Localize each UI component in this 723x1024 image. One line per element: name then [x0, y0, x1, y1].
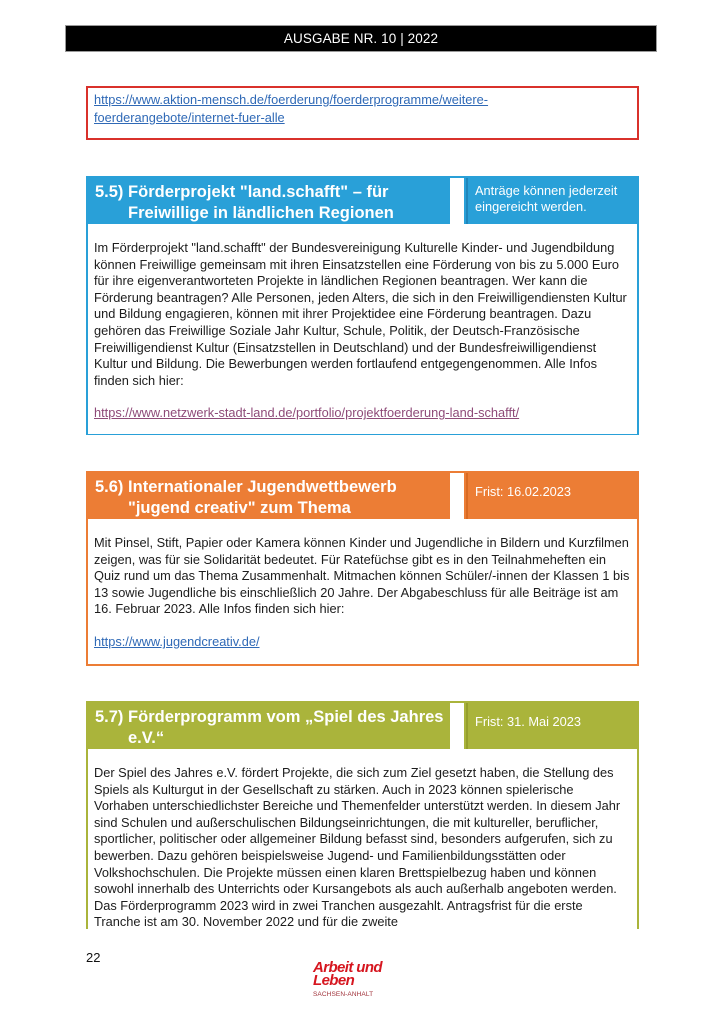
section-number: 5.5) — [95, 183, 124, 201]
section-deadline-note: Frist: 31. Mai 2023 — [475, 714, 581, 729]
section-number: 5.7) — [95, 708, 124, 726]
section-body — [88, 519, 637, 663]
section-body — [88, 224, 637, 434]
logo-line2: Leben — [313, 972, 355, 989]
header-separator — [450, 703, 464, 749]
section-description: Der Spiel des Jahres e.V. fördert Projekte, die sich zum Ziel gesetzt haben, die Stellung des Spiels als Kulturgut in der Gesellschaft zu stärken. Auch in 2023 können spielerische Vorhaben unterschiedlichster Bereiche und Themenfelder unterstützt werden. In diesem Jahr sind Schulen und außerschulischen Bildungseinrichtungen, die mit kultureller, beruflicher, sportlicher, politischer oder allgemeiner Bildung befasst sind, besonders aufgerufen, sich zu bewerben. Dazu gehören beispielsweise Jugend- und Familienbildungsstätten oder Volkshochschulen. Die Projekte müssen einen klaren Brettspielbezug haben und können sowohl innerhalb des Unterrichts oder Kursangebots als auch außerhalb angeboten werden. Das Förderprogramm 2023 wird in zwei Tranchen ausgezahlt. Antragsfrist für die erste Tranche ist am 30. November 2022 und für die zweite — [94, 765, 621, 930]
section-title-line2: e.V.“ — [128, 729, 165, 747]
section-title-line1: Förderprojekt "land.schafft" – für — [128, 183, 389, 201]
section-deadline-note: Anträge können jederzeit eingereicht werden. — [475, 183, 618, 214]
page-number: 22 — [86, 950, 101, 965]
section-header — [88, 473, 637, 538]
section-5-6-jugend-creativ — [86, 471, 639, 666]
section-title-line2: "jugend creativ" zum Thema „Solidarität“ — [128, 499, 351, 538]
section-description: Im Förderprojekt "land.schafft" der Bundesvereinigung Kulturelle Kinder- und Jugendbildung können Freiwillige gemeinsam mit ihren Einsatzstellen eine Förderung von bis zu 5.000 Euro für ihre eigenverantworteten Projekte in ländlichen Regionen beantragen. Wer kann die Förderung beantragen? Alle Personen, jeden Alters, die sich in den Freiwilligendiensten Kultur und Bildung engagieren, können mit ihrer Projektidee eine Förderung beantragen. Dazu gehören das Freiwillige Soziale Jahr Kultur, Schule, Politik, der Deutsch-Französische Freiwilligendienst Kultur (Einsatzstellen in Deutschland) und der Bundesfreiwilligendienst Kultur und Bildung. Die Bewerbungen werden fortlaufend entgegengenommen. Alle Infos finden sich hier: — [94, 240, 627, 388]
section-header — [88, 178, 637, 224]
section-title — [88, 473, 450, 538]
link-text-line2: foerderangebote/internet-fuer-alle — [94, 110, 285, 125]
arbeit-und-leben-logo — [313, 961, 382, 998]
section-title-line1: Förderprogramm vom „Spiel des Jahres — [128, 708, 444, 726]
section-body — [88, 749, 637, 943]
section-number: 5.6) — [95, 478, 124, 496]
section-title-line2: Freiwillige in ländlichen Regionen — [128, 204, 394, 222]
section-title-line1: Internationaler Jugendwettbewerb — [128, 478, 397, 496]
section-header — [88, 703, 637, 749]
issue-header-bar — [65, 25, 657, 52]
link-text-line1: https://www.aktion-mensch.de/foerderung/foerderprogramme/weitere- — [94, 92, 489, 107]
jugendcreativ-link[interactable]: https://www.jugendcreativ.de/ — [94, 633, 260, 649]
issue-title: AUSGABE NR. 10 | 2022 — [283, 31, 439, 46]
section-title — [88, 703, 450, 749]
logo-region: SACHSEN-ANHALT — [313, 991, 374, 998]
section-description: Mit Pinsel, Stift, Papier oder Kamera können Kinder und Jugendliche in Bildern und Kurzfilmen zeigen, was für sie Solidarität bedeutet. Für Ratefüchse gibt es in den Teilnahmeheften ein Quiz rund um das Thema Zusammenhalt. Mitmachen können Schüler/-innen der Klassen 1 bis 13 sowie Jugendliche bis einschließlich 20 Jahre. Der Abgabeschluss für alle Beiträge ist am 16. Februar 2023. Alle Infos finden sich hier: — [94, 535, 630, 617]
section-5-7-spiel-des-jahres — [86, 701, 639, 929]
logo-line1: Arbeit und — [313, 959, 382, 976]
section-deadline-note: Frist: 16.02.2023 — [475, 484, 572, 499]
header-separator — [450, 178, 464, 224]
aktion-mensch-link[interactable] — [94, 92, 488, 125]
section-title — [88, 178, 450, 224]
land-schafft-link[interactable]: https://www.netzwerk-stadt-land.de/portfolio/projektfoerderung-land-schafft/ — [94, 405, 520, 421]
header-separator — [450, 473, 464, 519]
aktion-mensch-link-box — [86, 86, 639, 140]
section-5-5-land-schafft — [86, 176, 639, 435]
